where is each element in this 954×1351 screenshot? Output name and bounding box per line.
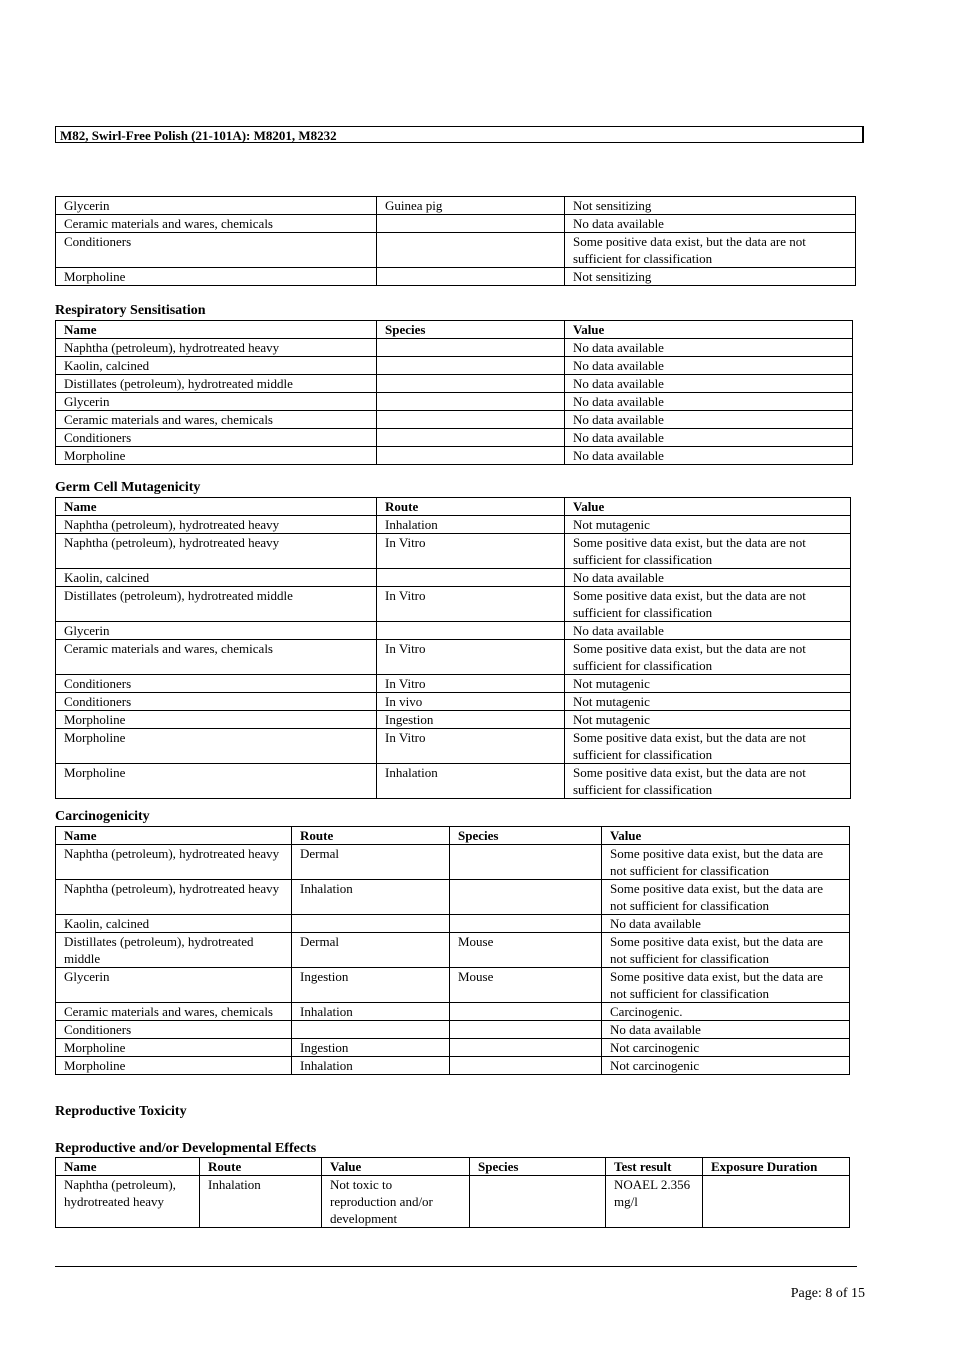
table-row	[56, 534, 851, 569]
table-cell: NOAEL 2.356 mg/l	[606, 1176, 703, 1228]
table-cell: Naphtha (petroleum), hydrotreated heavy	[56, 1176, 200, 1228]
table-cell: Ingestion	[292, 1039, 450, 1057]
table-cell: Morpholine	[56, 764, 377, 799]
footer-divider	[55, 1266, 857, 1267]
table-cell: Guinea pig	[377, 197, 565, 215]
table-cell: Ingestion	[377, 711, 565, 729]
table-row	[56, 357, 853, 375]
table-cell	[450, 1021, 602, 1039]
table-row	[56, 516, 851, 534]
table-row	[56, 764, 851, 799]
carcinogenicity-section-title: Carcinogenicity	[55, 809, 150, 824]
table-row	[56, 447, 853, 465]
table-row	[56, 569, 851, 587]
table-cell: In Vitro	[377, 587, 565, 622]
table-cell: Some positive data exist, but the data are not sufficient for classification	[565, 587, 851, 622]
table-cell: Ceramic materials and wares, chemicals	[56, 411, 377, 429]
table-cell: Some positive data exist, but the data are not sufficient for classification	[565, 640, 851, 675]
table-row	[56, 1176, 850, 1228]
carcinogenicity-header-row	[56, 827, 850, 845]
table-row	[56, 729, 851, 764]
table-cell: In Vitro	[377, 640, 565, 675]
table-cell: Not sensitizing	[565, 197, 856, 215]
table-cell: Distillates (petroleum), hydrotreated middle	[56, 933, 292, 968]
table-cell: Distillates (petroleum), hydrotreated middle	[56, 587, 377, 622]
table-row	[56, 197, 856, 215]
table-cell: Morpholine	[56, 711, 377, 729]
table-cell: Ceramic materials and wares, chemicals	[56, 215, 377, 233]
table-cell	[377, 233, 565, 268]
table-row	[56, 339, 853, 357]
table-cell: Not carcinogenic	[602, 1039, 850, 1057]
table-row	[56, 711, 851, 729]
mutagenicity-section-title: Germ Cell Mutagenicity	[55, 480, 201, 495]
table-cell	[377, 569, 565, 587]
table-cell: Glycerin	[56, 197, 377, 215]
table-cell	[450, 915, 602, 933]
table-row	[56, 640, 851, 675]
table-cell: Some positive data exist, but the data are not sufficient for classification	[602, 933, 850, 968]
column-header: Test result	[606, 1158, 703, 1176]
page-number: Page: 8 of 15	[790, 1286, 865, 1301]
table-cell: No data available	[565, 569, 851, 587]
table-cell: No data available	[565, 622, 851, 640]
table-cell	[377, 268, 565, 286]
table-cell: No data available	[565, 215, 856, 233]
table-cell: Conditioners	[56, 429, 377, 447]
table-cell: Some positive data exist, but the data are not sufficient for classification	[602, 880, 850, 915]
table-cell: Morpholine	[56, 268, 377, 286]
reproductive-header-row	[56, 1158, 850, 1176]
reproductive-body	[56, 1176, 850, 1228]
table-cell: Dermal	[292, 845, 450, 880]
table-cell: Not mutagenic	[565, 693, 851, 711]
column-header: Species	[450, 827, 602, 845]
table-cell	[470, 1176, 606, 1228]
column-header: Value	[602, 827, 850, 845]
table-cell: Inhalation	[377, 764, 565, 799]
table-cell: Morpholine	[56, 1057, 292, 1075]
table-cell: Some positive data exist, but the data are not sufficient for classification	[565, 233, 856, 268]
table-cell: Not mutagenic	[565, 516, 851, 534]
table-cell: Not mutagenic	[565, 675, 851, 693]
carcinogenicity-table	[55, 826, 850, 1075]
table-cell: No data available	[565, 357, 853, 375]
table-cell: Kaolin, calcined	[56, 357, 377, 375]
table-cell: No data available	[565, 411, 853, 429]
table-cell: Dermal	[292, 933, 450, 968]
table-row	[56, 1003, 850, 1021]
table-cell: Not sensitizing	[565, 268, 856, 286]
table-cell	[292, 1021, 450, 1039]
table-cell	[377, 375, 565, 393]
table-row	[56, 268, 856, 286]
table-cell: Mouse	[450, 933, 602, 968]
table-cell	[377, 622, 565, 640]
table-cell: In Vitro	[377, 729, 565, 764]
table-row	[56, 587, 851, 622]
table-row	[56, 693, 851, 711]
table-cell: Conditioners	[56, 675, 377, 693]
table-cell	[450, 1057, 602, 1075]
table-cell: Mouse	[450, 968, 602, 1003]
mutagenicity-table	[55, 497, 851, 799]
table-row	[56, 215, 856, 233]
table-row	[56, 968, 850, 1003]
table-cell: Naphtha (petroleum), hydrotreated heavy	[56, 880, 292, 915]
table-cell: Ceramic materials and wares, chemicals	[56, 1003, 292, 1021]
table-cell	[377, 447, 565, 465]
table-cell	[450, 880, 602, 915]
table-cell: Naphtha (petroleum), hydrotreated heavy	[56, 534, 377, 569]
table-cell: Carcinogenic.	[602, 1003, 850, 1021]
table-cell: No data available	[565, 393, 853, 411]
table-cell: Morpholine	[56, 447, 377, 465]
table-cell: No data available	[565, 339, 853, 357]
table-cell: Some positive data exist, but the data are not sufficient for classification	[565, 534, 851, 569]
table-cell	[377, 339, 565, 357]
skin-sensitization-table	[55, 196, 856, 286]
table-cell: Some positive data exist, but the data are not sufficient for classification	[602, 968, 850, 1003]
respiratory-table	[55, 320, 853, 465]
table-cell: Conditioners	[56, 693, 377, 711]
table-cell	[377, 393, 565, 411]
document-header: M82, Swirl-Free Polish (21-101A): M8201, M8232	[55, 126, 864, 143]
table-cell	[377, 215, 565, 233]
respiratory-section-title: Respiratory Sensitisation	[55, 303, 206, 318]
table-cell	[703, 1176, 850, 1228]
table-cell	[450, 1003, 602, 1021]
column-header: Exposure Duration	[703, 1158, 850, 1176]
reproductive-table	[55, 1157, 850, 1228]
table-row	[56, 1039, 850, 1057]
reproductive-subtitle: Reproductive and/or Developmental Effects	[55, 1141, 317, 1156]
table-row	[56, 880, 850, 915]
table-cell: Not toxic to reproduction and/or development	[322, 1176, 470, 1228]
table-cell: Inhalation	[200, 1176, 322, 1228]
table-cell: Inhalation	[292, 1003, 450, 1021]
column-header: Species	[377, 321, 565, 339]
column-header: Name	[56, 321, 377, 339]
table-cell: No data available	[602, 1021, 850, 1039]
table-row	[56, 429, 853, 447]
respiratory-header-row	[56, 321, 853, 339]
mutagenicity-body	[56, 516, 851, 799]
table-cell: In vivo	[377, 693, 565, 711]
skin-sensitization-body	[56, 197, 856, 286]
table-cell: Naphtha (petroleum), hydrotreated heavy	[56, 845, 292, 880]
table-row	[56, 393, 853, 411]
table-cell	[377, 429, 565, 447]
table-cell: Glycerin	[56, 968, 292, 1003]
table-cell: Some positive data exist, but the data are not sufficient for classification	[565, 729, 851, 764]
table-cell: Not mutagenic	[565, 711, 851, 729]
table-cell: Morpholine	[56, 729, 377, 764]
column-header: Species	[470, 1158, 606, 1176]
table-cell: Ceramic materials and wares, chemicals	[56, 640, 377, 675]
table-cell: Some positive data exist, but the data are not sufficient for classification	[565, 764, 851, 799]
table-row	[56, 845, 850, 880]
table-row	[56, 233, 856, 268]
mutagenicity-header-row	[56, 498, 851, 516]
table-cell: Conditioners	[56, 233, 377, 268]
table-row	[56, 915, 850, 933]
respiratory-body	[56, 339, 853, 465]
table-cell: No data available	[602, 915, 850, 933]
table-cell: Morpholine	[56, 1039, 292, 1057]
column-header: Name	[56, 1158, 200, 1176]
column-header: Name	[56, 827, 292, 845]
column-header: Value	[565, 321, 853, 339]
table-row	[56, 1057, 850, 1075]
table-cell: No data available	[565, 447, 853, 465]
table-row	[56, 933, 850, 968]
table-cell	[377, 357, 565, 375]
table-cell	[292, 915, 450, 933]
table-row	[56, 1021, 850, 1039]
table-cell	[450, 845, 602, 880]
carcinogenicity-body	[56, 845, 850, 1075]
table-cell: Glycerin	[56, 622, 377, 640]
table-cell: Kaolin, calcined	[56, 569, 377, 587]
table-cell: In Vitro	[377, 534, 565, 569]
table-cell: Some positive data exist, but the data are not sufficient for classification	[602, 845, 850, 880]
column-header: Value	[565, 498, 851, 516]
column-header: Name	[56, 498, 377, 516]
table-cell: Inhalation	[292, 1057, 450, 1075]
table-cell: No data available	[565, 375, 853, 393]
column-header: Route	[292, 827, 450, 845]
table-cell: Inhalation	[292, 880, 450, 915]
table-cell: Naphtha (petroleum), hydrotreated heavy	[56, 516, 377, 534]
column-header: Route	[200, 1158, 322, 1176]
table-cell: Glycerin	[56, 393, 377, 411]
table-row	[56, 411, 853, 429]
table-cell: In Vitro	[377, 675, 565, 693]
table-cell: No data available	[565, 429, 853, 447]
table-cell: Not carcinogenic	[602, 1057, 850, 1075]
table-cell	[450, 1039, 602, 1057]
column-header: Value	[322, 1158, 470, 1176]
table-cell: Conditioners	[56, 1021, 292, 1039]
table-cell: Ingestion	[292, 968, 450, 1003]
table-cell: Distillates (petroleum), hydrotreated middle	[56, 375, 377, 393]
table-cell: Kaolin, calcined	[56, 915, 292, 933]
column-header: Route	[377, 498, 565, 516]
table-row	[56, 622, 851, 640]
table-cell	[377, 411, 565, 429]
table-cell: Inhalation	[377, 516, 565, 534]
table-row	[56, 375, 853, 393]
table-row	[56, 675, 851, 693]
table-cell: Naphtha (petroleum), hydrotreated heavy	[56, 339, 377, 357]
reproductive-section-title: Reproductive Toxicity	[55, 1104, 187, 1119]
